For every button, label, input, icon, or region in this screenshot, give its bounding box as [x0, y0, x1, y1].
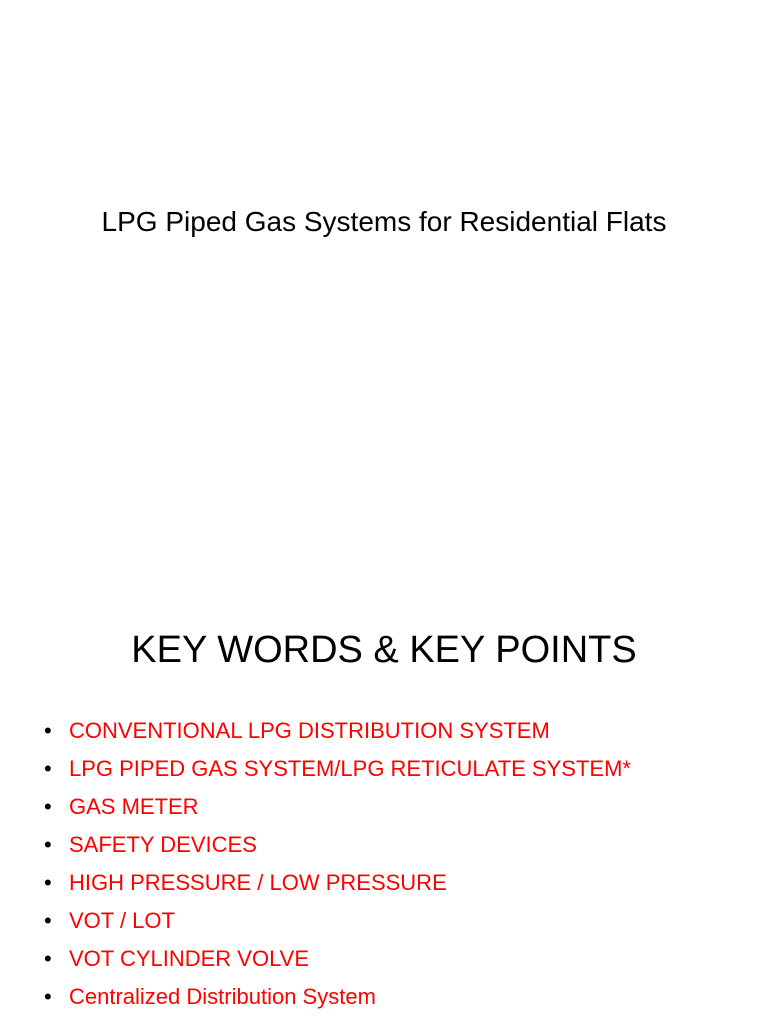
- list-item: [44, 978, 631, 1016]
- slide-1-title: LPG Piped Gas Systems for Residential Flats: [101, 206, 667, 237]
- bullet-dot-icon: •: [44, 832, 52, 857]
- list-item-text: VOT / LOT: [69, 908, 175, 933]
- list-item-text: HIGH PRESSURE / LOW PRESSURE: [69, 870, 447, 895]
- list-item: [44, 750, 631, 788]
- list-item: [44, 712, 631, 750]
- slide-2: [0, 512, 768, 1024]
- bullet-dot-icon: •: [44, 984, 52, 1009]
- list-item: [44, 788, 631, 826]
- bullet-dot-icon: •: [44, 908, 52, 933]
- list-item-text: GAS METER: [69, 794, 199, 819]
- list-item-text: CONVENTIONAL LPG DISTRIBUTION SYSTEM: [69, 718, 550, 743]
- list-item-text: SAFETY DEVICES: [69, 832, 257, 857]
- list-item-text: Centralized Distribution System: [69, 984, 376, 1009]
- slide-2-title: KEY WORDS & KEY POINTS: [131, 629, 637, 671]
- bullet-dot-icon: •: [44, 870, 52, 895]
- list-item-text: LPG PIPED GAS SYSTEM/LPG RETICULATE SYSTEM*: [69, 756, 631, 781]
- bullet-dot-icon: •: [44, 794, 52, 819]
- list-item: [44, 826, 631, 864]
- bullet-dot-icon: •: [44, 756, 52, 781]
- bullet-dot-icon: •: [44, 946, 52, 971]
- list-item: [44, 864, 631, 902]
- list-item: [44, 902, 631, 940]
- bullet-dot-icon: •: [44, 718, 52, 743]
- key-points-list: [44, 712, 631, 1016]
- list-item: [44, 940, 631, 978]
- list-item-text: VOT CYLINDER VOLVE: [69, 946, 310, 971]
